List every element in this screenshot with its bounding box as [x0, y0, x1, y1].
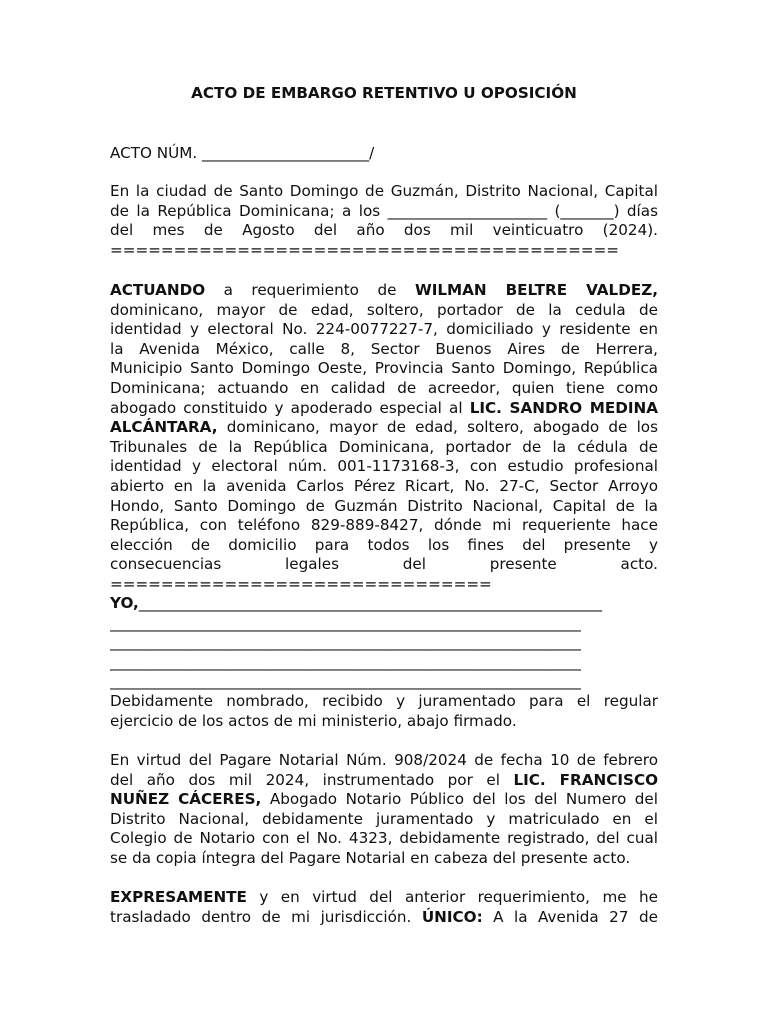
paragraph-line: elección de domicilio para todos los fines del presente y	[110, 535, 658, 554]
separator-line: ========================================	[110, 240, 620, 259]
blank-line: ______________________________________________________________	[110, 652, 581, 671]
paragraph-line: ejercicio de los actos de mi ministerio, abajo firmado.	[110, 711, 517, 730]
paragraph-line: Colegio de Notario con el No. 4323, debidamente registrado, del cual	[110, 829, 658, 848]
separator-line: ==============================	[110, 574, 492, 593]
blank-line: ______________________________________________________________	[110, 613, 581, 632]
paragraph-line: abogado constituido y apoderado especial al LIC. SANDRO MEDINA	[110, 398, 658, 417]
intro-paragraph	[110, 182, 658, 260]
intro-line: de la República Dominicana; a los _____________________ (_______) días	[110, 201, 658, 220]
debidamente-paragraph	[110, 692, 658, 731]
paragraph-line: Debidamente nombrado, recibido y juramentado para el regular	[110, 692, 658, 710]
unico-label: ÚNICO:	[421, 907, 483, 926]
paragraph-line: Municipio Santo Domingo Oeste, Provincia Santo Domingo, República	[110, 359, 658, 378]
virtud-paragraph	[110, 751, 658, 869]
paragraph-line: del año dos mil 2024, instrumentado por el LIC. FRANCISCO	[110, 770, 659, 789]
yo-label: YO,	[110, 594, 139, 612]
paragraph-line: EXPRESAMENTE y en virtud del anterior requerimiento, me he	[110, 888, 658, 906]
document-title: ACTO DE EMBARGO RETENTIVO U OPOSICIÓN	[191, 84, 577, 102]
actuando-label: ACTUANDO	[110, 281, 206, 299]
yo-block	[110, 594, 658, 692]
paragraph-line: identidad y electoral núm. 001-1173168-3, con estudio profesional	[110, 457, 658, 476]
paragraph-line: Tribunales de la República Dominicana, portador de la cédula de	[110, 437, 658, 456]
notary-name-cont: NUÑEZ CÁCERES,	[110, 790, 262, 809]
acto-number-line: ACTO NÚM. ______________________/	[110, 144, 375, 162]
paragraph-line: República, con teléfono 829-889-8427, dónde mi requeriente hace	[110, 516, 658, 535]
paragraph-line: se da copia íntegra del Pagare Notarial en cabeza del presente acto.	[110, 848, 631, 867]
paragraph-line: Distrito Nacional, debidamente juramentado y matriculado en el	[110, 809, 658, 828]
creditor-name: WILMAN BELTRE VALDEZ,	[414, 281, 658, 299]
paragraph-line: ALCÁNTARA, dominicano, mayor de edad, soltero, abogado de los	[110, 418, 658, 437]
notary-name: LIC. FRANCISCO	[513, 770, 659, 789]
paragraph-line: ACTUANDO a requerimiento de WILMAN BELTRE VALDEZ,	[110, 281, 658, 299]
paragraph-line: identidad y electoral No. 224-0077227-7, domiciliado y residente en	[110, 320, 658, 339]
paragraph-line: la Avenida México, calle 8, Sector Buenos Aires de Herrera,	[110, 339, 658, 358]
blank-line: ______________________________________________________________	[110, 672, 581, 691]
actuando-paragraph	[110, 281, 658, 595]
lawyer-name: LIC. SANDRO MEDINA	[469, 398, 658, 417]
intro-line: En la ciudad de Santo Domingo de Guzmán, Distrito Nacional, Capital	[110, 182, 658, 200]
expresamente-label: EXPRESAMENTE	[110, 888, 247, 906]
bailiff-name-line: YO,_____________________________________________________________	[110, 594, 603, 612]
paragraph-line: trasladado dentro de mi jurisdicción. ÚNICO: A la Avenida 27 de	[110, 907, 658, 926]
paragraph-line: abierto en la avenida Carlos Pérez Ricart, No. 27-C, Sector Arroyo	[110, 476, 658, 495]
paragraph-line: NUÑEZ CÁCERES, Abogado Notario Público del los del Numero del	[110, 790, 658, 809]
paragraph-line: consecuencias legales del presente acto.	[110, 555, 658, 574]
paragraph-line: dominicano, mayor de edad, soltero, portador de la cedula de	[110, 300, 658, 319]
intro-line: del mes de Agosto del año dos mil veinticuatro (2024).	[110, 221, 658, 240]
paragraph-line: Dominicana; actuando en calidad de acreedor, quien tiene como	[110, 378, 658, 397]
lawyer-name-cont: ALCÁNTARA,	[110, 418, 218, 437]
expresamente-paragraph	[110, 888, 658, 927]
paragraph-line: En virtud del Pagare Notarial Núm. 908/2024 de fecha 10 de febrero	[110, 751, 658, 769]
paragraph-line: Hondo, Santo Domingo de Guzmán Distrito Nacional, Capital de la	[110, 496, 658, 515]
blank-line: ______________________________________________________________	[110, 633, 581, 652]
